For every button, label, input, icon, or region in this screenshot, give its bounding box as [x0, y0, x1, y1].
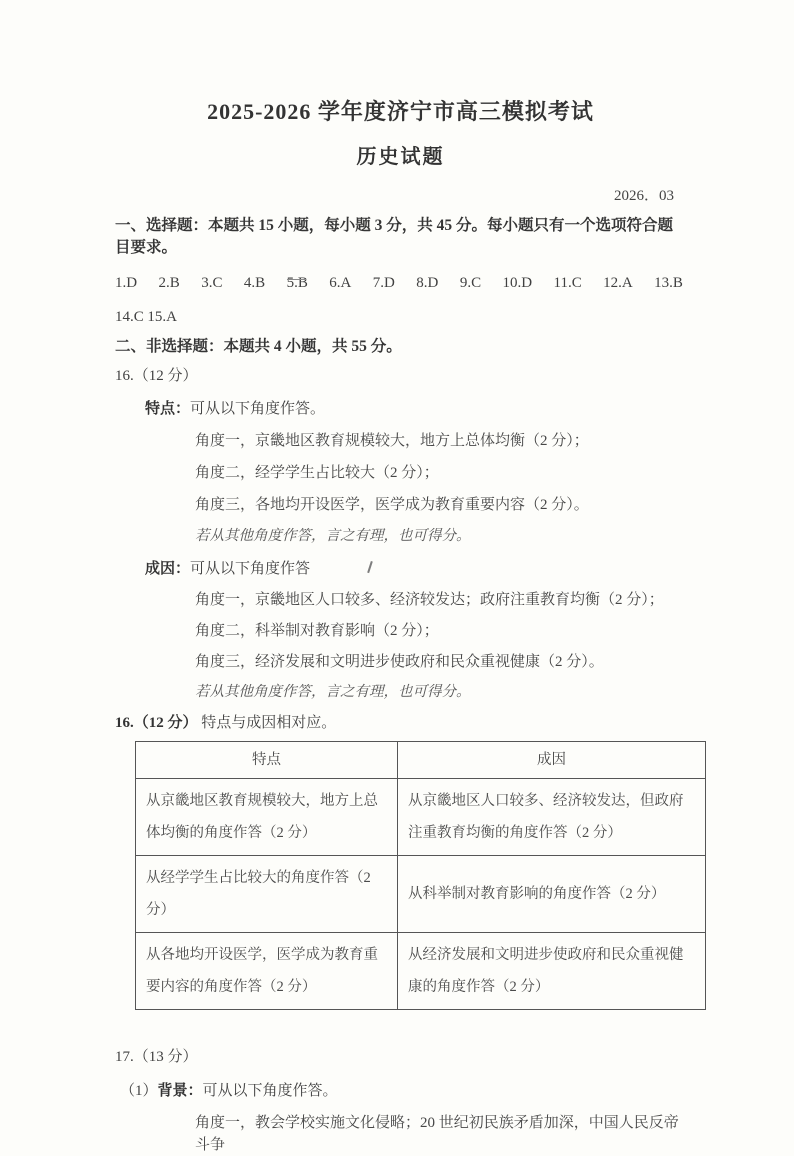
answer-item-2: 2.B	[158, 275, 180, 291]
table-cell: 从经济发展和文明进步使政府和民众重视健康的角度作答（2 分）	[398, 933, 706, 1010]
table-header-tedian: 特点	[136, 742, 398, 779]
q16-tedian-point-3: 角度三，各地均开设医学，医学成为教育重要内容（2 分）。	[195, 497, 589, 513]
exam-title: 2025-2026 学年度济宁市高三模拟考试	[207, 99, 594, 124]
answer-key-row-1	[115, 272, 683, 294]
answer-item-7: 7.D	[372, 275, 395, 291]
q16-chengyin-line	[115, 558, 686, 580]
answer-item-3: 3.C	[201, 275, 223, 291]
table-header-row	[136, 742, 706, 779]
table-header-chengyin: 成因	[398, 742, 706, 779]
q16-tedian-point-2: 角度二，经学学生占比较大（2 分）；	[195, 465, 439, 481]
q16-tedian-intro: 可从以下角度作答。	[190, 401, 326, 417]
q16-chengyin-intro: 可从以下角度作答	[190, 561, 311, 577]
answer-item-5: 5.B	[286, 275, 308, 291]
q17-part1-intro: 可从以下角度作答。	[202, 1083, 338, 1099]
answer-item-12: 12.A	[603, 275, 633, 291]
scan-artifact-dash	[287, 279, 306, 280]
answer-item-14: 14.C	[115, 309, 144, 325]
question-16-number: 16.（12 分）	[115, 368, 198, 384]
q16-chengyin-point-2: 角度二，科举制对教育影响（2 分）；	[195, 623, 439, 639]
question-16-alt-number	[115, 712, 686, 734]
scan-artifact-slash	[367, 561, 372, 573]
q17-part1-prefix: （1）	[120, 1083, 158, 1099]
table-cell: 从京畿地区人口较多、经济较发达，但政府注重教育均衡的角度作答（2 分）	[398, 779, 706, 856]
answer-item-15: 15.A	[147, 309, 177, 325]
q16-tedian-note: 若从其他角度作答，言之有理，也可得分。	[195, 528, 471, 544]
table-cell: 从经学学生占比较大的角度作答（2 分）	[136, 856, 398, 933]
answer-item-13: 13.B	[654, 275, 683, 291]
table-cell: 从各地均开设医学，医学成为教育重要内容的角度作答（2 分）	[136, 933, 398, 1010]
choice-section-heading: 一、选择题：本题共 15 小题，每小题 3 分，共 45 分。每小题只有一个选项符合题目要求。	[115, 217, 674, 256]
q17-part1-label: 背景：	[157, 1083, 203, 1099]
answer-item-6: 6.A	[329, 275, 352, 291]
answer-item-4: 4.B	[243, 275, 266, 291]
q16-tedian-label: 特点：	[145, 401, 191, 417]
q16-tedian-point-1: 角度一，京畿地区教育规模较大，地方上总体均衡（2 分）；	[195, 433, 589, 449]
answer-item-8: 8.D	[416, 275, 439, 291]
answer-item-10: 10.D	[502, 275, 533, 291]
q16-feature-cause-table	[135, 741, 706, 1010]
table-cell: 从京畿地区教育规模较大，地方上总体均衡的角度作答（2 分）	[136, 779, 398, 856]
answer-item-1: 1.D	[115, 275, 138, 291]
q16-tedian-line	[115, 398, 686, 420]
table-row	[136, 779, 706, 856]
answer-key-row-2	[115, 306, 177, 328]
q17-part1-point-1: 角度一，教会学校实施文化侵略；20 世纪初民族矛盾加深，中国人民反帝斗争	[195, 1115, 679, 1153]
q16-chengyin-point-1: 角度一，京畿地区人口较多、经济较发达；政府注重教育均衡（2 分）；	[195, 592, 664, 608]
q16-alt-number: 16.（12 分）	[115, 715, 198, 731]
q16-chengyin-point-3: 角度三，经济发展和文明进步使政府和民众重视健康（2 分）。	[195, 654, 604, 670]
exam-subject-title: 历史试题	[356, 146, 445, 168]
question-17-number: 17.（13 分）	[115, 1049, 198, 1065]
answer-item-9: 9.C	[459, 275, 482, 291]
q16-chengyin-note: 若从其他角度作答，言之有理，也可得分。	[195, 684, 471, 700]
essay-section-heading: 二、非选择题：本题共 4 小题，共 55 分。	[115, 338, 402, 355]
q17-part1-line	[115, 1080, 686, 1102]
table-row	[136, 933, 706, 1010]
table-row	[136, 856, 706, 933]
q16-chengyin-label: 成因：	[145, 561, 191, 577]
exam-date: 2026．03	[613, 188, 674, 204]
answer-item-11: 11.C	[553, 275, 582, 291]
q16-alt-desc: 特点与成因相对应。	[201, 715, 337, 731]
table-cell: 从科举制对教育影响的角度作答（2 分）	[398, 856, 706, 933]
